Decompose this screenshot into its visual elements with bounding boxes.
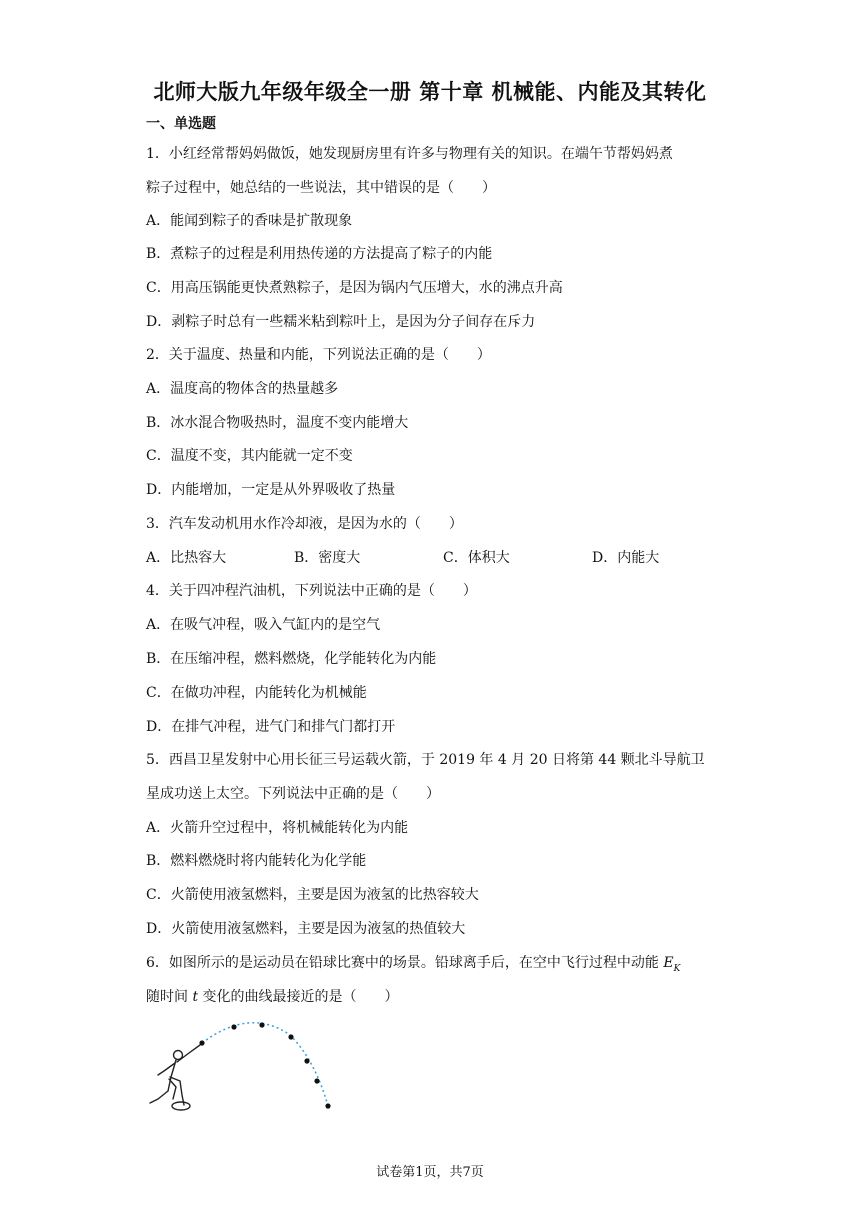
q4-option-d: D．在排气冲程，进气门和排气门都打开	[146, 719, 396, 735]
q6-var-t: t	[192, 989, 199, 1005]
q5-stem-line2: 星成功送上太空。下列说法中正确的是（ ）	[146, 786, 440, 802]
q5-option-a: A．火箭升空过程中，将机械能转化为内能	[146, 820, 409, 836]
page-footer: 试卷第1页，共7页	[376, 1165, 484, 1180]
trajectory-curve	[202, 1023, 328, 1106]
section-heading: 一、单选题	[146, 116, 216, 132]
q1-option-b: B．煮粽子的过程是利用热传递的方法提高了粽子的内能	[146, 246, 493, 262]
q6-stem-pre: 随时间	[146, 989, 193, 1005]
q5-stem-line1: 5．西昌卫星发射中心用长征三号运载火箭，于 2019 年 4 月 20 日将第 44 颗北斗导航卫	[146, 752, 705, 768]
q6-stem-text: 6．如图所示的是运动员在铅球比赛中的场景。铅球离手后，在空中飞行过程中动能	[146, 955, 664, 971]
ball-position	[259, 1022, 264, 1027]
q4-option-b: B．在压缩冲程，燃料燃烧，化学能转化为内能	[146, 651, 437, 667]
q5-option-b: B．燃料燃烧时将内能转化为化学能	[146, 853, 367, 869]
q2-option-b: B．冰水混合物吸热时，温度不变内能增大	[146, 415, 409, 431]
ball-position	[325, 1103, 330, 1108]
q4-stem: 4．关于四冲程汽油机，下列说法中正确的是（ ）	[146, 583, 477, 599]
shot-put-athlete-icon	[140, 1015, 350, 1120]
q1-stem-line2: 粽子过程中，她总结的一些说法，其中错误的是（ ）	[146, 180, 496, 196]
ball-position	[314, 1078, 319, 1083]
q4-option-c: C．在做功冲程，内能转化为机械能	[146, 685, 367, 701]
q1-option-c: C．用高压锅能更快煮熟粽子，是因为锅内气压增大，水的沸点升高	[146, 280, 563, 296]
q6-stem-post: 变化的曲线最接近的是（ ）	[198, 989, 399, 1005]
q4-option-a: A．在吸气冲程，吸入气缸内的是空气	[146, 617, 381, 633]
q3-option-d: D．内能大	[592, 550, 660, 566]
q3-option-b: B．密度大	[294, 550, 361, 566]
q3-option-c: C．体积大	[443, 550, 510, 566]
q2-stem: 2．关于温度、热量和内能，下列说法正确的是（ ）	[146, 347, 491, 363]
q1-option-d: D．剥粽子时总有一些糯米粘到粽叶上，是因为分子间存在斥力	[146, 314, 536, 330]
q6-stem-line1	[146, 952, 680, 974]
q6-var-e: E	[663, 955, 674, 971]
page-title: 北师大版九年级年级全一册 第十章 机械能、内能及其转化	[153, 80, 707, 104]
athlete-figure	[150, 1045, 200, 1110]
q3-option-a: A．比热容大	[146, 550, 227, 566]
q5-option-c: C．火箭使用液氢燃料，主要是因为液氢的比热容较大	[146, 887, 479, 903]
q1-option-a: A．能闻到粽子的香味是扩散现象	[146, 213, 353, 229]
q3-stem: 3．汽车发动机用水作冷却液，是因为水的（ ）	[146, 516, 463, 532]
q2-option-d: D．内能增加，一定是从外界吸收了热量	[146, 482, 396, 498]
q2-option-a: A．温度高的物体含的热量越多	[146, 381, 339, 397]
q1-stem-line1: 1．小红经常帮妈妈做饭，她发现厨房里有许多与物理有关的知识。在端午节帮妈妈煮	[146, 146, 673, 162]
q3-options-row	[146, 547, 746, 567]
q6-stem-line2	[146, 986, 399, 1006]
q2-option-c: C．温度不变，其内能就一定不变	[146, 448, 353, 464]
q5-option-d: D．火箭使用液氢燃料，主要是因为液氢的热值较大	[146, 921, 466, 937]
ball-position	[304, 1058, 309, 1063]
q6-var-k: K	[673, 963, 681, 974]
ball-position	[231, 1024, 236, 1029]
ball-position	[288, 1034, 293, 1039]
